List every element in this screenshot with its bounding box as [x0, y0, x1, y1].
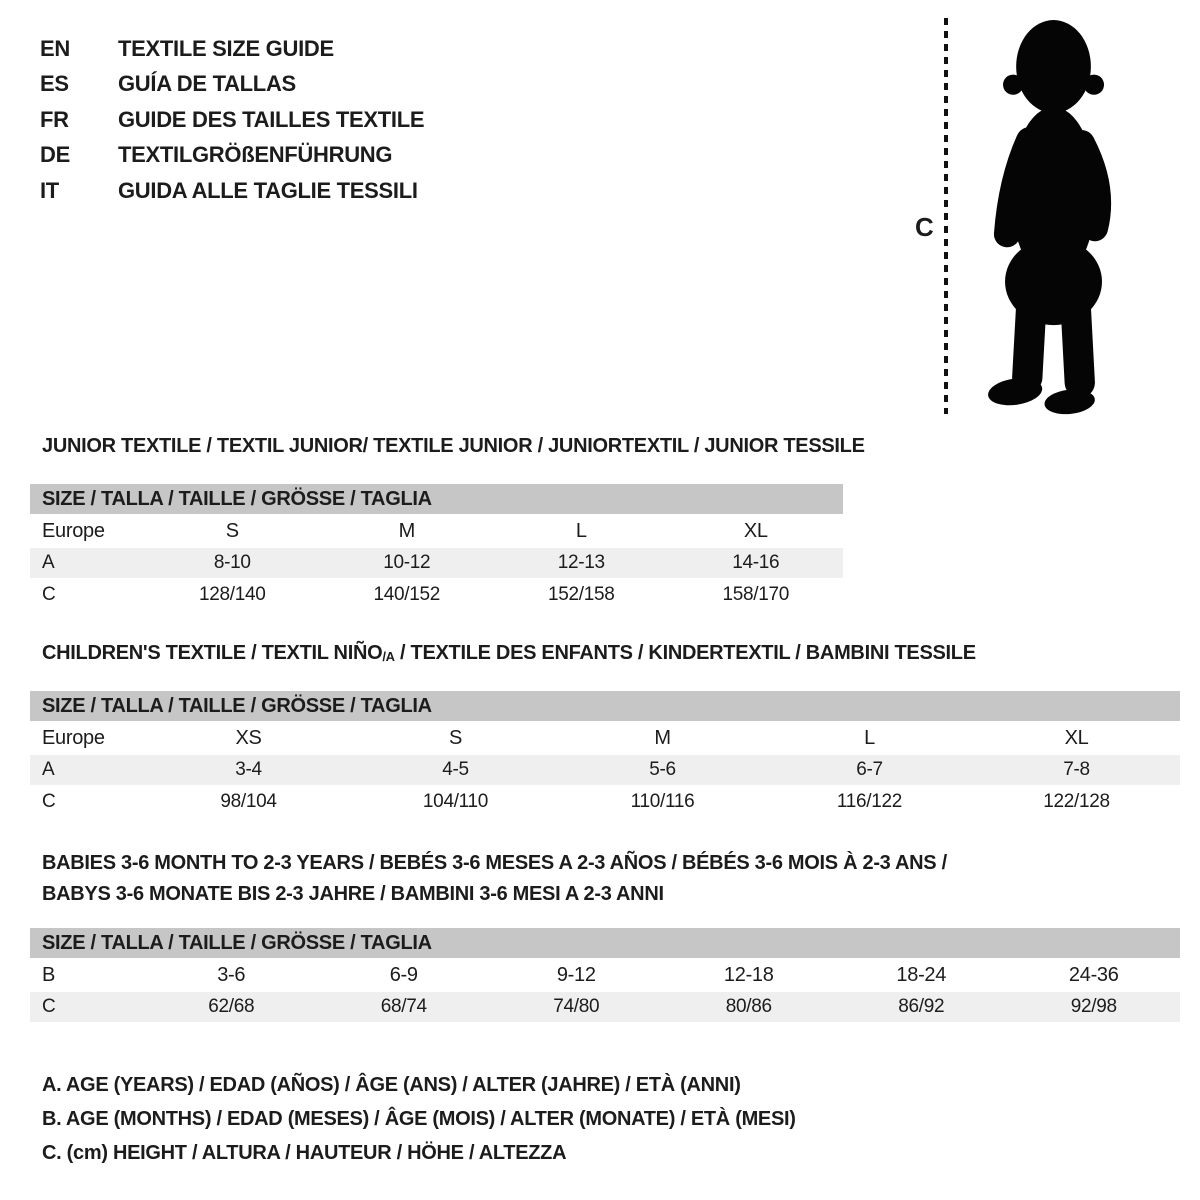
age-cell: 8-10: [213, 552, 251, 573]
lang-code: FR: [40, 106, 69, 132]
junior-section-title: JUNIOR TEXTILE / TEXTIL JUNIOR/ TEXTILE JUNIOR / JUNIORTEXTIL / JUNIOR TESSILE: [42, 435, 865, 457]
row-label: A: [42, 759, 55, 780]
children-title-post: / TEXTILE DES ENFANTS / KINDERTEXTIL / BAMBINI TESSILE: [394, 642, 976, 664]
lang-code: DE: [40, 142, 70, 168]
babies-section-title-line1: BABIES 3-6 MONTH TO 2-3 YEARS / BEBÉS 3-6 MESES A 2-3 AÑOS / BÉBÉS 3-6 MOIS À 2-3 ANS /: [42, 852, 947, 874]
children-section-title: [42, 642, 976, 665]
lang-code: IT: [40, 177, 59, 203]
lang-title: GUÍA DE TALLAS: [118, 71, 296, 97]
table-row: [30, 723, 1180, 753]
legend-line-c: C. (cm) HEIGHT / ALTURA / HAUTEUR / HÖHE / ALTEZZA: [42, 1141, 567, 1164]
lang-code: ES: [40, 71, 69, 97]
height-cell: 68/74: [380, 996, 427, 1017]
age-cell: 4-5: [442, 759, 469, 780]
row-label: C: [42, 791, 56, 812]
row-label: C: [42, 996, 56, 1017]
table-row: [30, 516, 843, 546]
age-cell: 12-18: [723, 963, 774, 986]
height-measure-label: C: [915, 212, 934, 242]
size-cell: XL: [743, 519, 768, 542]
age-cell: 5-6: [649, 759, 676, 780]
size-cell: L: [575, 519, 587, 542]
table-row: [30, 787, 1180, 817]
table-row: [30, 580, 843, 610]
children-title-pre: CHILDREN'S TEXTILE / TEXTIL NIÑO: [42, 642, 383, 664]
age-cell: 9-12: [556, 963, 596, 986]
lang-title: GUIDA ALLE TAGLIE TESSILI: [118, 177, 418, 203]
row-label: C: [42, 584, 56, 605]
age-cell: 7-8: [1063, 759, 1090, 780]
age-cell: 12-13: [557, 552, 605, 573]
legend-line-b: B. AGE (MONTHS) / EDAD (MESES) / ÂGE (MOIS) / ALTER (MONATE) / ETÀ (MESI): [42, 1107, 796, 1130]
height-cell: 140/152: [373, 584, 441, 605]
language-title-list: [40, 31, 424, 209]
lang-row-fr: [40, 102, 424, 138]
height-measure-dashed-line: [944, 18, 948, 414]
height-cell: 86/92: [898, 996, 945, 1017]
lang-row-en: [40, 31, 424, 67]
row-label: A: [42, 552, 55, 573]
lang-title: TEXTILGRÖßENFÜHRUNG: [118, 142, 393, 168]
height-cell: 152/158: [547, 584, 615, 605]
lang-row-de: [40, 138, 424, 174]
height-cell: 74/80: [553, 996, 600, 1017]
table-row: [30, 992, 1180, 1022]
lang-code: EN: [40, 35, 70, 61]
children-title-sub: /A: [382, 649, 395, 664]
lang-row-it: [40, 173, 424, 209]
junior-size-header-bar: SIZE / TALLA / TAILLE / GRÖSSE / TAGLIA: [30, 484, 843, 514]
size-cell: S: [448, 726, 463, 749]
height-cell: 158/170: [722, 584, 790, 605]
toddler-silhouette-icon: [964, 14, 1139, 418]
junior-size-table: [30, 484, 843, 610]
height-cell: 92/98: [1070, 996, 1117, 1017]
height-cell: 98/104: [220, 791, 277, 812]
table-row: [30, 548, 843, 578]
row-label: Europe: [42, 726, 105, 749]
age-cell: 18-24: [896, 963, 947, 986]
age-cell: 6-7: [856, 759, 883, 780]
age-cell: 10-12: [383, 552, 431, 573]
height-cell: 116/122: [836, 791, 903, 812]
children-size-table: [30, 691, 1180, 817]
measurement-legend: [42, 1068, 796, 1170]
lang-row-es: [40, 67, 424, 103]
age-cell: 3-4: [235, 759, 262, 780]
children-size-header-bar: SIZE / TALLA / TAILLE / GRÖSSE / TAGLIA: [30, 691, 1180, 721]
height-cell: 110/116: [630, 791, 695, 812]
row-label: Europe: [42, 519, 105, 542]
babies-section-title-line2: BABYS 3-6 MONATE BIS 2-3 JAHRE / BAMBINI 3-6 MESI A 2-3 ANNI: [42, 883, 664, 905]
age-cell: 6-9: [389, 963, 418, 986]
size-cell: L: [864, 726, 875, 749]
size-cell: S: [225, 519, 239, 542]
babies-size-table: [30, 928, 1180, 1022]
size-cell: XL: [1064, 726, 1089, 749]
age-cell: 14-16: [732, 552, 780, 573]
height-cell: 122/128: [1043, 791, 1110, 812]
height-cell: 128/140: [198, 584, 266, 605]
legend-line-a: A. AGE (YEARS) / EDAD (AÑOS) / ÂGE (ANS) / ALTER (JAHRE) / ETÀ (ANNI): [42, 1073, 741, 1096]
size-cell: M: [654, 726, 671, 749]
table-row: [30, 755, 1180, 785]
table-row: [30, 960, 1180, 990]
age-cell: 3-6: [217, 963, 246, 986]
height-cell: 80/86: [725, 996, 772, 1017]
row-label: B: [42, 963, 56, 986]
size-cell: M: [398, 519, 415, 542]
size-cell: XS: [235, 726, 262, 749]
height-cell: 104/110: [422, 791, 489, 812]
height-cell: 62/68: [208, 996, 255, 1017]
lang-title: TEXTILE SIZE GUIDE: [118, 35, 334, 61]
lang-title: GUIDE DES TAILLES TEXTILE: [118, 106, 425, 132]
age-cell: 24-36: [1068, 963, 1119, 986]
babies-size-header-bar: SIZE / TALLA / TAILLE / GRÖSSE / TAGLIA: [30, 928, 1180, 958]
